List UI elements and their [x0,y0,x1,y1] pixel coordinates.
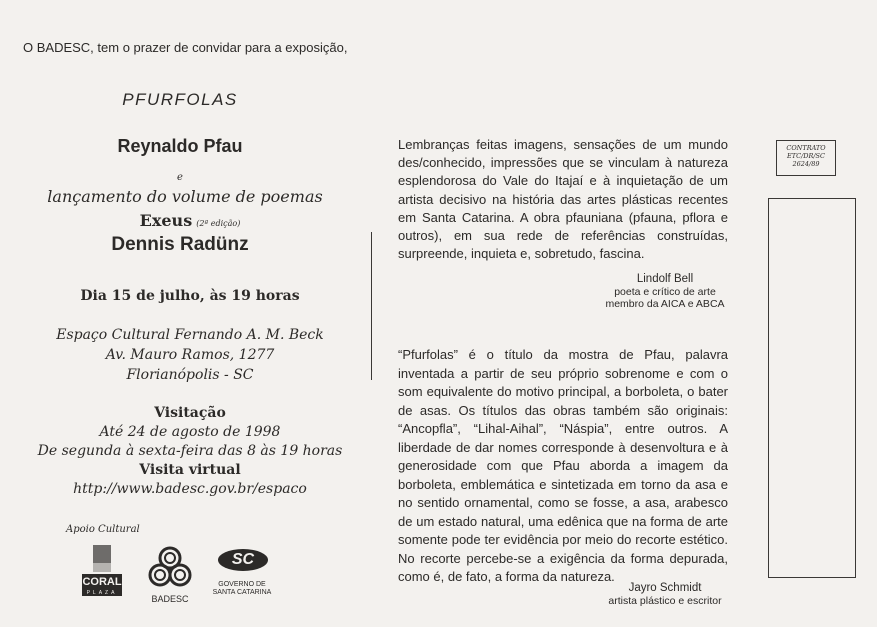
exhibition-title: PFURFOLAS [122,90,238,109]
quote1-role1: poeta e crítico de arte [614,285,716,298]
venue-name: Espaço Cultural Fernando A. M. Beck [56,327,324,343]
contract-number: 2624/89 [792,160,820,168]
quote1-author: Lindolf Bell [636,273,694,285]
venue-address: Av. Mauro Ramos, 1277 [105,347,275,363]
sc-government-logo [206,547,278,599]
badesc-emblem-icon [148,546,192,588]
quote2-role: artista plástico e escritor [608,594,722,607]
sponsor-label: Apoio Cultural [66,524,140,535]
virtual-visit-url[interactable]: http://www.badesc.gov.br/espaco [73,481,307,497]
quote2-attribution [585,582,745,607]
quote2-text: “Pfurfolas” é o título da mostra de Pfau, palavra inventada a partir de seu próprio sobrenome e com o som equivalente do motivo principal, a borboleta, o bater de asas. Os títulos das obras também são originais: “Ancopfla”, “Lihal-Aihal”, “Náspia”, entre outros. A liberdade de dar nomes corresponde à desenvoltura e à generosidade com que Pfau aborda a imagem da borboleta, emblemática e sintetizada em torno da asa e no sentido ornamental, como se fosse, a asa, arabesco de um estado natural, uma edênica que na forma de arte somente pode ter evidência por meio do recorte estético. No recorte percebe-se a exigência da forma depurada, como é, de fato, a forma da natureza. [398,347,728,584]
visitation-until: Até 24 de agosto de 1998 [99,424,281,440]
poet-name: Dennis Radünz [111,234,249,255]
contract-label: CONTRATO [786,144,826,152]
sc-gov-line2: SANTA CATARINA [212,589,272,596]
badesc-logo-text: BADESC [151,594,189,604]
sc-mark-text: SC [218,549,268,571]
visitation-hours: De segunda à sexta-feira das 8 às 19 horas [37,443,343,459]
event-date: Dia 15 de julho, às 19 horas [80,288,300,304]
edition-note: (2ª edição) [196,219,241,228]
launch-line: lançamento do volume de poemas [47,187,323,206]
and-text: e [177,172,183,183]
artist-name: Reynaldo Pfau [117,136,243,156]
book-title: Exeus [139,211,193,230]
virtual-visit-heading: Visita virtual [139,462,241,478]
visitation-heading: Visitação [154,405,226,421]
venue-block [30,325,350,385]
quote1-text: Lembranças feitas imagens, sensações de um mundo des/conhecido, impressões que se vinculam à natureza esplendorosa do Vale do Itajaí e à inquietação de um artista decisivo na história das artes plásticas recentes em Santa Catarina. A obra pfauniana (pfauna, pflora e outros), em sua rede de referências construídas, surpreende, inquieta e, sobretudo, fascina. [398,137,728,262]
quote2-author: Jayro Schmidt [628,582,702,594]
visitation-block [10,404,370,499]
contract-code: ETC/DR/SC [787,152,825,160]
fold-line [371,232,372,380]
quote1-role2: membro da AICA e ABCA [605,298,725,310]
coral-sub-text: PLAZA [82,590,122,596]
invite-line: O BADESC, tem o prazer de convidar para a exposição, [23,40,348,55]
sc-gov-line1: GOVERNO DE [218,581,266,588]
badesc-logo [148,546,192,604]
coral-text: CORAL [82,576,122,588]
quote1-attribution [570,273,760,311]
coral-plaza-logo [82,545,122,597]
book-title-line [90,211,290,231]
contract-box [776,140,836,176]
venue-city: Florianópolis - SC [126,367,254,383]
address-box [768,198,856,578]
